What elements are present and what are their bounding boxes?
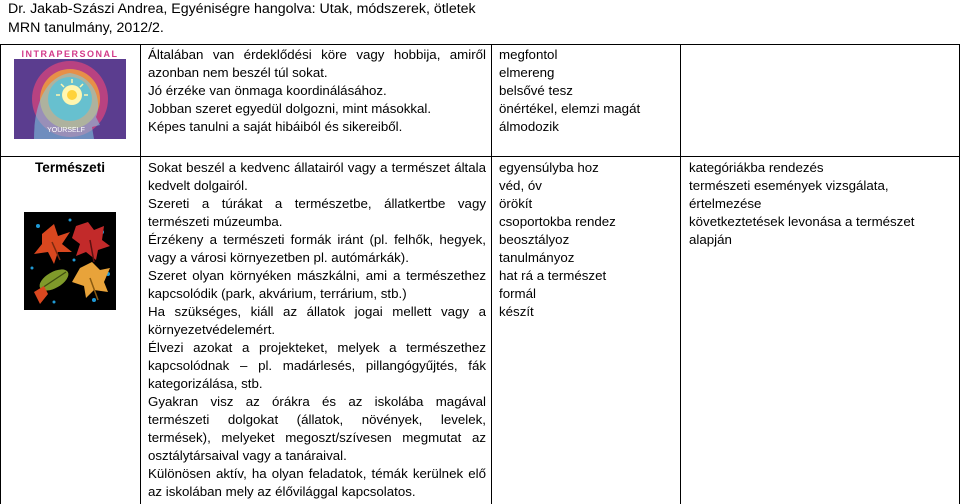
verb-item: formál (499, 286, 536, 301)
verb-item: beosztályoz (499, 232, 570, 247)
verb-item: hat rá a természet (499, 268, 607, 283)
autumn-leaves-icon (24, 212, 116, 315)
description-line: Sokat beszél a kedvenc állatairól vagy a természet általa (148, 160, 486, 175)
row2-activities (689, 159, 957, 249)
row2-label: Természeti (34, 160, 105, 175)
description-line: kategorizálása, stb. (148, 376, 263, 391)
description-line: Képes tanulni a saját hibáiból és sikereiből. (148, 119, 403, 134)
description-line: osztálytársaival vagy a tanáraival. (148, 448, 347, 463)
description-line: kapcsolódnak – pl. madárlesés, pillangógyűjtés, fák (148, 358, 486, 373)
row2-description (148, 159, 486, 501)
description-line: termések), melyeket megoszt/szívesen megmutat az (148, 430, 486, 445)
description-line: Szeret olyan környéken mászkálni, ami a természethez (148, 268, 486, 283)
intrapersonal-caption: YOURSELF (47, 127, 85, 134)
column-divider-2 (491, 44, 492, 504)
description-line: vagy a városi környezetben pl. autómárkák). (148, 250, 409, 265)
verb-item: egyensúlyba hoz (499, 160, 599, 175)
row2-verbs (499, 159, 669, 321)
description-line: azonban nem beszél túl sokat. (148, 65, 328, 80)
description-line: az iskolában mely az élővilággal kapcsolatos. (148, 484, 416, 499)
description-line: Különösen aktív, ha olyan feladatok, témák kerülnek elő (148, 466, 486, 481)
row1-description (148, 46, 486, 136)
description-line: Szereti a túrákat a természetbe, állatkertbe vagy (148, 196, 486, 211)
description-line: Ha szükséges, kiáll az állatok jogai mellett vagy a (148, 304, 486, 319)
verb-item: tanulmányoz (499, 250, 575, 265)
verb-item: álmodozik (499, 119, 559, 134)
activity-item: alapján (689, 232, 732, 247)
description-line: Élvezi azokat a projekteket, melyek a természethez (148, 340, 486, 355)
description-line: környezetvédelemért. (148, 322, 276, 337)
verb-item: belsővé tesz (499, 83, 573, 98)
description-line: természeti múzeumba. (148, 214, 283, 229)
description-line: kapcsolódik (park, akvárium, terrárium, stb.) (148, 286, 407, 301)
description-line: Általában van érdeklődési köre vagy hobbija, amiről (148, 47, 486, 62)
verb-item: örökít (499, 196, 533, 211)
verb-item: véd, óv (499, 178, 542, 193)
verb-item: elmereng (499, 65, 555, 80)
intrapersonal-banner: INTRAPERSONAL (21, 49, 119, 59)
row-divider (0, 156, 960, 157)
activity-item: következtetések levonása a természet (689, 214, 915, 229)
intrapersonal-image (14, 47, 126, 144)
activity-item: kategóriákba rendezés (689, 160, 824, 175)
description-line: Jobban szeret egyedül dolgozni, mint másokkal. (148, 101, 432, 116)
description-line: természeti dolgokat (állatok, növények, levelek, (148, 412, 486, 427)
verb-item: csoportokba rendez (499, 214, 616, 229)
column-divider-1 (140, 44, 141, 504)
header-source: MRN tanulmány, 2012/2. (8, 20, 164, 36)
column-divider-3 (680, 44, 681, 504)
activity-item: természeti események vizsgálata, (689, 178, 889, 193)
page-header (8, 0, 476, 38)
verb-item: önértékel, elemzi magát (499, 101, 641, 116)
header-citation: Dr. Jakab-Szászi Andrea, Egyéniségre hangolva: Utak, módszerek, ötletek (8, 1, 476, 17)
description-line: kedvelt dolgairól. (148, 178, 248, 193)
row1-verbs (499, 46, 669, 136)
description-line: Érzékeny a természeti formák iránt (pl. felhők, hegyek, (148, 232, 486, 247)
verb-item: megfontol (499, 47, 558, 62)
verb-item: készít (499, 304, 534, 319)
description-line: Gyakran visz az órákra és az iskolába magával (148, 394, 486, 409)
table-top-border (0, 44, 960, 45)
table-left-border (0, 44, 1, 504)
description-line: Jó érzéke van önmaga koordinálásához. (148, 83, 387, 98)
activity-item: értelmezése (689, 196, 762, 211)
